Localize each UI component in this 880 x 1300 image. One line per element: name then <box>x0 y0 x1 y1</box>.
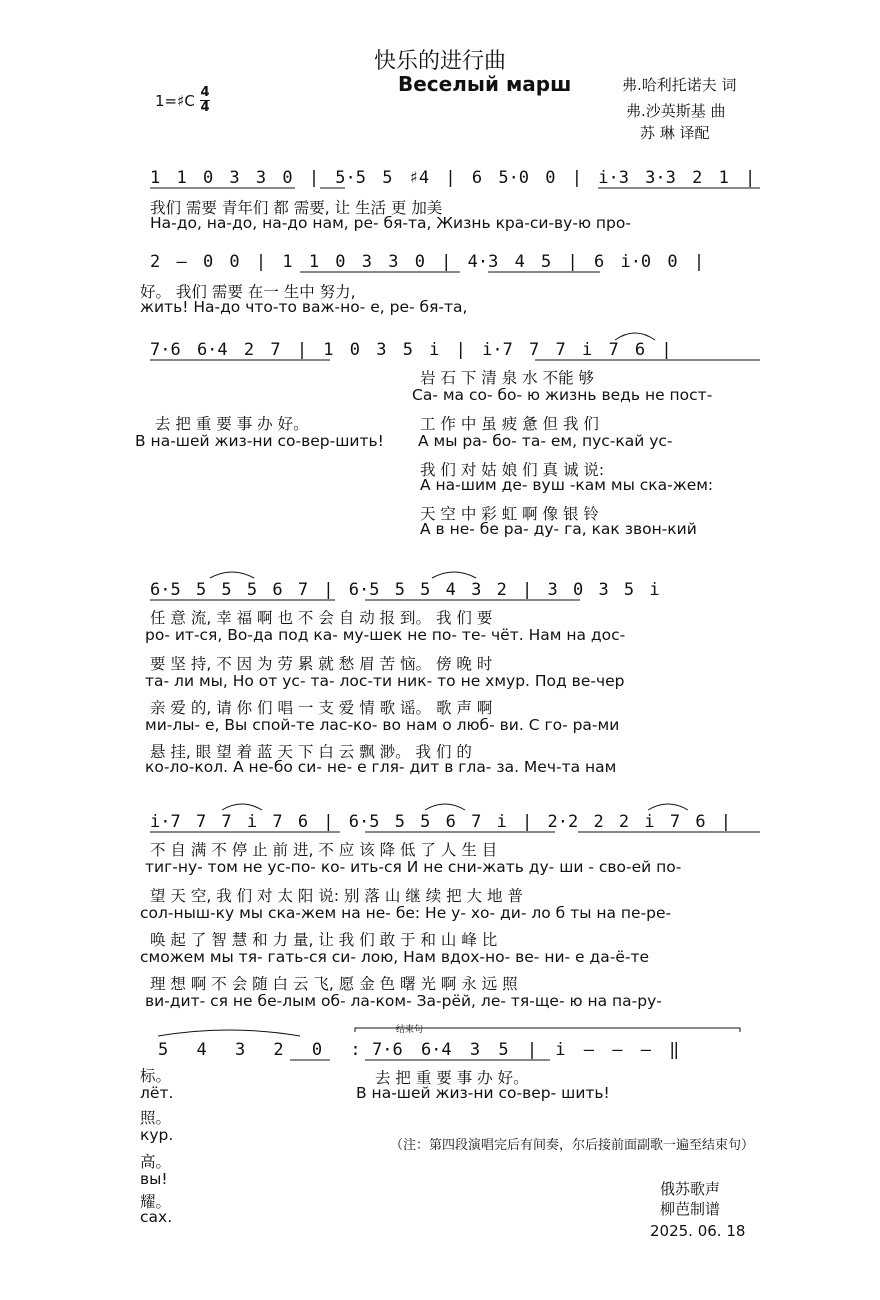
lyric-line-2-ru: жить! На-до что-то важ-но- е, ре- бя-та, <box>140 298 468 316</box>
verse-lyric-5-4-ru: ви-дит- ся не бе-лым об- ла-ком- За-рёй, ле- тя-ще- ю на па-ру- <box>145 992 662 1010</box>
key-signature: 1=♯C <box>155 92 195 110</box>
verse-end-4-ru: сах. <box>140 1208 173 1226</box>
lyric-line-2-zh: 好。 我们 需要 在一 生中 努力, <box>140 283 356 301</box>
refrain-lyric-zh: 去 把 重 要 事 办 好。 <box>155 415 309 433</box>
ending-label: 结束句 <box>396 1025 424 1035</box>
verse-lyric-3-2-ru: А мы ра- бо- та- ем, пус-кай ус- <box>418 432 673 450</box>
song-title-chinese: 快乐的进行曲 <box>373 49 506 74</box>
verse-end-1-zh: 标。 <box>140 1067 172 1085</box>
verse-lyric-5-3-ru: сможем мы тя- гать-ся си- лою, Нам вдох-но- ве- ни- е да-ё-те <box>140 948 650 966</box>
verse-lyric-5-3-zh: 唤 起 了 智 慧 和 力 量, 让 我 们 敢 于 和 山 峰 比 <box>150 931 498 949</box>
time-signature-bottom: 4 <box>200 100 210 115</box>
notation-line-1: 1 1 0 3 3 0 | 5·5 5 ♯4 | 6 5·0 0 | i·3 3·3 2 1 | <box>150 168 756 188</box>
verse-lyric-5-1-zh: 不 自 满 不 停 止 前 进, 不 应 该 降 低 了 人 生 目 <box>150 841 498 859</box>
slur <box>222 804 262 810</box>
signature-line-1: 俄苏歌声 <box>660 1180 721 1198</box>
slur <box>432 572 476 578</box>
verse-end-4-zh: 耀。 <box>140 1193 172 1211</box>
ending-lyric-ru: В на-шей жиз-ни со-вер- шить! <box>356 1084 610 1102</box>
ending-bracket <box>355 1028 740 1032</box>
slur <box>615 333 655 340</box>
verse-end-1-ru: лёт. <box>140 1084 174 1102</box>
song-title-russian: Веселый марш <box>398 72 572 96</box>
verse-lyric-3-2-zh: 工 作 中 虽 疲 惫 但 我 们 <box>420 415 599 433</box>
verse-lyric-3-1-zh: 岩 石 下 清 泉 水 不能 够 <box>420 369 594 387</box>
verse-lyric-5-2-ru: сол-ныш-ку мы ска-жем на не- бе: Не у- хо- ди- ло б ты на пе-ре- <box>140 904 672 922</box>
verse-lyric-4-4-ru: ко-ло-кол. А не-бо си- не- е гля- дит в гла- за. Меч-та нам <box>145 758 617 776</box>
credit-translator: 苏 琳 译配 <box>640 124 710 142</box>
verse-lyric-3-1-ru: Са- ма со- бо- ю жизнь ведь не пост- <box>412 386 713 404</box>
slur <box>210 572 254 578</box>
verse-end-2-zh: 照。 <box>140 1109 172 1127</box>
verse-lyric-3-3-ru: А на-шим де- вуш -кам мы ска-жем: <box>420 476 714 494</box>
verse-lyric-4-1-zh: 任 意 流, 幸 福 啊 也 不 会 自 动 报 到。 我 们 要 <box>150 609 493 627</box>
verse-end-3-ru: вы! <box>140 1170 168 1188</box>
ending-lyric-zh: 去 把 重 要 事 办 好。 <box>375 1069 529 1087</box>
verse-lyric-5-1-ru: тиг-ну- том не ус-по- ко- ить-ся И не сни-жать ду- ши - сво-ей по- <box>145 858 682 876</box>
slur <box>158 1030 300 1036</box>
verse-lyric-3-4-zh: 天 空 中 彩 虹 啊 像 银 铃 <box>420 505 599 523</box>
verse-lyric-5-4-zh: 理 想 啊 不 会 随 白 云 飞, 愿 金 色 曙 光 啊 永 远 照 <box>150 975 518 993</box>
performance-footnote: （注：第四段演唱完后有间奏，尔后接前面副歌一遍至结束句） <box>390 1138 755 1153</box>
signature-line-2: 柳芭制谱 <box>660 1200 721 1218</box>
lyric-line-1-ru: На-до, на-до, на-до нам, ре- бя-та, Жизнь кра-си-ву-ю про- <box>150 214 631 232</box>
refrain-lyric-ru: В на-шей жиз-ни со-вер-шить! <box>135 432 384 450</box>
verse-lyric-4-2-zh: 要 坚 持, 不 因 为 劳 累 就 愁 眉 苦 恼。 傍 晚 时 <box>150 655 493 673</box>
time-signature-top: 4 <box>200 85 210 100</box>
verse-lyric-5-2-zh: 望 天 空, 我 们 对 太 阳 说: 别 落 山 继 续 把 大 地 普 <box>150 887 523 905</box>
credit-composer: 弗.沙英斯基 曲 <box>626 102 726 120</box>
slur <box>425 804 465 810</box>
notation-line-5: i·7 7 7 i 7 6 | 6·5 5 5 6 7 i | 2·2 2 2 i 7 6 | <box>150 812 732 832</box>
verse-lyric-3-3-zh: 我 们 对 姑 娘 们 真 诚 说: <box>420 461 605 479</box>
lyric-line-1-zh: 我们 需要 青年们 都 需要, 让 生活 更 加美 <box>150 199 443 217</box>
verse-lyric-4-3-ru: ми-лы- е, Вы спой-те лас-ко- во нам о люб- ви. С го- ра-ми <box>145 716 620 734</box>
notation-line-6-left: 5 4 3 2 0 : <box>158 1040 361 1060</box>
credit-lyricist: 弗.哈利托诺夫 词 <box>622 76 737 94</box>
notation-line-3: 7·6 6·4 2 7 | 1 0 3 5 i | i·7 7 7 i 7 6 | <box>150 340 672 360</box>
notation-line-6-right: 7·6 6·4 3 5 | i – – – ‖ <box>372 1040 680 1060</box>
verse-lyric-4-4-zh: 悬 挂, 眼 望 着 蓝 天 下 白 云 飘 渺。 我 们 的 <box>150 743 472 761</box>
notation-line-2: 2 – 0 0 | 1 1 0 3 3 0 | 4·3 4 5 | 6 i·0 0 | <box>150 252 705 272</box>
verse-lyric-3-4-ru: А в не- бе ра- ду- га, как звон-кий <box>420 520 697 538</box>
slur <box>648 804 688 810</box>
verse-lyric-4-2-ru: та- ли мы, Но от ус- та- лос-ти ник- то не хмур. Под ве-чер <box>145 672 625 690</box>
verse-end-3-zh: 高。 <box>140 1153 172 1171</box>
verse-end-2-ru: кур. <box>140 1126 174 1144</box>
verse-lyric-4-1-ru: ро- ит-ся, Во-да под ка- му-шек не по- те- чёт. Нам на дос- <box>145 626 626 644</box>
signature-date: 2025. 06. 18 <box>650 1222 746 1240</box>
notation-line-4: 6·5 5 5 5 6 7 | 6·5 5 5 4 3 2 | 3 0 3 5 i <box>150 580 660 600</box>
verse-lyric-4-3-zh: 亲 爱 的, 请 你 们 唱 一 支 爱 情 歌 谣。 歌 声 啊 <box>150 699 493 717</box>
